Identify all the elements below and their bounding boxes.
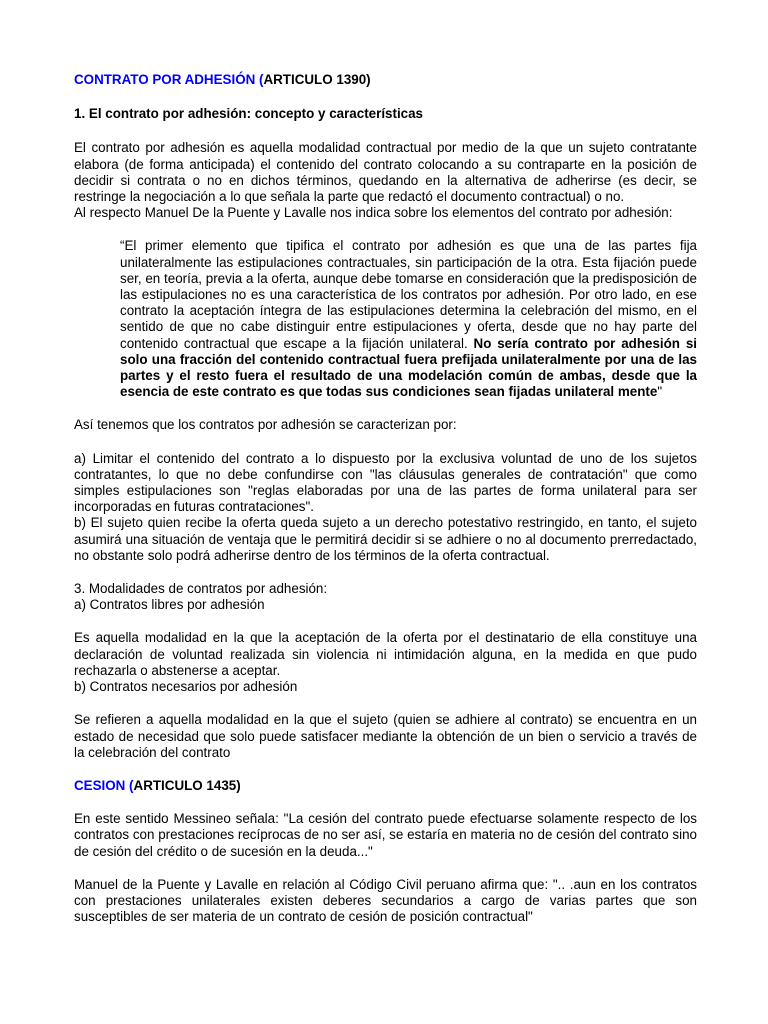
subheading-concepto: 1. El contrato por adhesión: concepto y características — [74, 106, 424, 122]
section-heading-cesion — [74, 778, 697, 794]
paragraph-contratos-libres: a) Contratos libres por adhesión — [74, 597, 265, 613]
section-heading-contrato-adhesion — [74, 72, 697, 88]
heading-blue-part: CESION ( — [74, 777, 134, 793]
quote-closing-mark: " — [657, 384, 663, 400]
quote-text: “El primer elemento que tipifica el contrato por adhesión es que una de las partes fija unilateralmente las estipulaciones contractuales, sin participación de la otra. Esta fijación puede ser, en teoría, previa a la oferta, aunque debe tomarse en consideración que la predisposición de las estipulaciones no es una característica de los contratos por adhesión. Por otro lado, en ese contrato la aceptación íntegra de las estipulaciones determina la celebración del mismo, en el sentido de que no cabe distinguir entre estipulaciones y oferta, desde que no hay parte del contenido contractual que escape a la fijación unilateral. — [120, 238, 697, 351]
paragraph-caracteristicas: Así tenemos que los contratos por adhesión se caracterizan por: — [74, 417, 457, 433]
paragraph-de-la-puente: Manuel de la Puente y Lavalle en relación al Código Civil peruano afirma que: ".. .aun en los contratos con prestaciones unilaterales existen deberes secundarios a cargo de varias partes que son susceptibles de ser materia de un contrato de cesión de posición contractual" — [74, 876, 697, 925]
paragraph-definition: El contrato por adhesión es aquella modalidad contractual por medio de la que un sujeto contratante elabora (de forma anticipada) el contenido del contrato colocando a su contraparte en la posición de decidir si contrata o no en dichos términos, quedando en la alternativa de adherirse (es decir, se restringe la negociación a lo que señala la parte que redactó el documento contractual) o no. — [74, 140, 697, 205]
paragraph-item-b: b) El sujeto quien recibe la oferta queda sujeto a un derecho potestativo restringido, en tanto, el sujeto asumirá una situación de ventaja que le permitirá decidir si se adhiere o no al documento prerredactado, no obstante solo podrá adherirse dentro de los términos de la oferta contractual. — [74, 515, 697, 563]
heading-article-part: ARTICULO 1390) — [263, 72, 371, 87]
block-quote — [120, 238, 697, 400]
paragraph-modalidades: 3. Modalidades de contratos por adhesión: — [74, 581, 328, 597]
paragraph-messineo: En este sentido Messineo señala: "La cesión del contrato puede efectuarse solamente respecto de los contratos con prestaciones recíprocas de no ser así, se estaría en materia no de cesión del contrato sino de cesión del crédito o de sucesión en la deuda..." — [74, 811, 697, 859]
heading-blue-part: CONTRATO POR ADHESIÓN ( — [74, 72, 264, 87]
paragraph-contratos-necesarios: b) Contratos necesarios por adhesión — [74, 679, 298, 695]
paragraph-necesarios-desc: Se refieren a aquella modalidad en la que el sujeto (quien se adhiere al contrato) se encuentra en un estado de necesidad que solo puede satisfacer mediante la obtención de un bien o servicio a través de la celebración del contrato — [74, 712, 697, 760]
paragraph-item-a: a) Limitar el contenido del contrato a lo dispuesto por la exclusiva voluntad de uno de los sujetos contratantes, lo que no debe confundirse con "las cláusulas generales de contratación" que como simples estipulaciones son "reglas elaboradas por una de las partes de forma unilateral para ser incorporadas en futuras contrataciones". — [74, 450, 697, 515]
paragraph-libres-desc: Es aquella modalidad en la que la aceptación de la oferta por el destinatario de ella constituye una declaración de voluntad realizada sin violencia ni intimidación alguna, en la medida en que pudo rechazarla o abstenerse a aceptar. — [74, 630, 697, 678]
quote-bold-text: No sería contrato por adhesión si solo una fracción del contenido contractual fuera prefijada unilateralmente por una de las partes y el resto fuera el resultado de una modelación común de ambas, desde que la esencia de este contrato es que todas sus condiciones sean fijadas unilateral mente — [120, 335, 697, 400]
paragraph-intro-quote: Al respecto Manuel De la Puente y Lavalle nos indica sobre los elementos del contrato por adhesión: — [74, 205, 673, 221]
heading-article-part: ARTICULO 1435) — [133, 777, 241, 793]
